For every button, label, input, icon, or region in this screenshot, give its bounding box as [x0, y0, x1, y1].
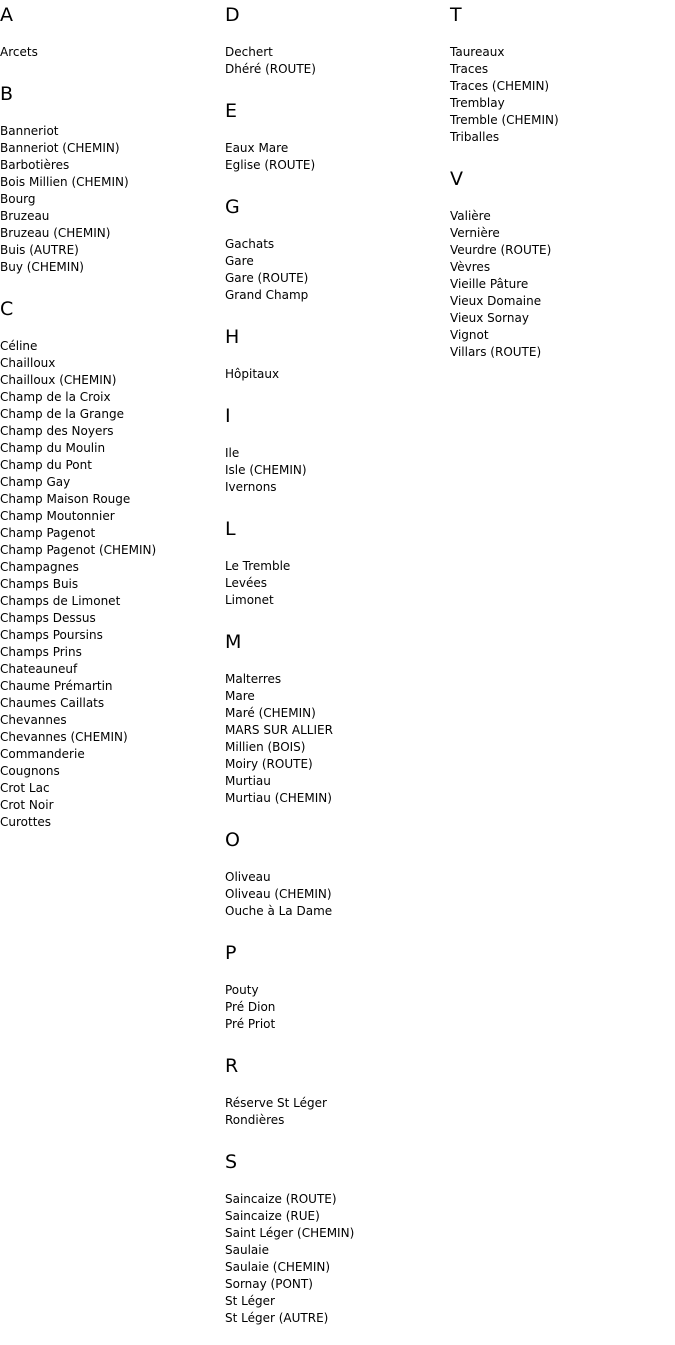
place-name-list — [450, 44, 670, 146]
place-name-link[interactable]: Buy (CHEMIN) — [0, 260, 84, 274]
letter-group-v — [450, 164, 670, 361]
place-name-list — [225, 1191, 445, 1327]
place-name-link[interactable]: Champ Maison Rouge — [0, 492, 131, 506]
place-name-link[interactable]: Cougnons — [0, 764, 60, 778]
place-name-link[interactable]: Murtiau (CHEMIN) — [225, 791, 332, 805]
place-name-link[interactable]: Tremblay — [450, 96, 505, 110]
place-name-link[interactable]: Levées — [225, 576, 267, 590]
letter-group-h — [225, 322, 445, 383]
place-name-list — [225, 869, 445, 920]
place-name-link[interactable]: Dechert — [225, 45, 273, 59]
place-name-link[interactable]: Saint Léger (CHEMIN) — [225, 1226, 355, 1240]
place-name-link[interactable]: Pré Priot — [225, 1017, 276, 1031]
letter-heading: O — [225, 829, 240, 851]
place-name-link[interactable]: Vieille Pâture — [450, 277, 529, 291]
place-name-list — [225, 1095, 445, 1129]
place-name-link[interactable]: Vignot — [450, 328, 489, 342]
place-name-link[interactable]: Banneriot — [0, 124, 59, 138]
place-name-link[interactable]: Mare — [225, 689, 255, 703]
place-name-link[interactable]: Champ du Moulin — [0, 441, 106, 455]
place-name-link[interactable]: Champs Dessus — [0, 611, 96, 625]
place-name-link[interactable]: Vernière — [450, 226, 500, 240]
place-name-link[interactable]: Taureaux — [450, 45, 505, 59]
place-name-link[interactable]: Rondières — [225, 1113, 285, 1127]
place-name-link[interactable]: Valière — [450, 209, 491, 223]
place-name-link[interactable]: Champ Pagenot — [0, 526, 96, 540]
place-name-link[interactable]: Pouty — [225, 983, 259, 997]
letter-heading: B — [0, 83, 14, 105]
letter-group-p — [225, 938, 445, 1033]
index-column-2 — [225, 0, 445, 1345]
letter-group-a — [0, 0, 220, 61]
place-name-link[interactable]: St Léger — [225, 1294, 275, 1308]
place-name-link[interactable]: Bruzeau (CHEMIN) — [0, 226, 111, 240]
place-name-link[interactable]: Saincaize (ROUTE) — [225, 1192, 337, 1206]
letter-heading: S — [225, 1151, 238, 1173]
place-name-link[interactable]: Commanderie — [0, 747, 85, 761]
letter-group-o — [225, 825, 445, 920]
place-name-link[interactable]: Chevannes (CHEMIN) — [0, 730, 128, 744]
place-name-link[interactable]: Ivernons — [225, 480, 277, 494]
place-name-link[interactable]: Vèvres — [450, 260, 491, 274]
place-name-link[interactable]: Champs Poursins — [0, 628, 103, 642]
place-name-link[interactable]: Champ Pagenot (CHEMIN) — [0, 543, 157, 557]
place-name-link[interactable]: Champagnes — [0, 560, 79, 574]
place-name-link[interactable]: MARS SUR ALLIER — [225, 723, 333, 737]
place-name-list — [225, 558, 445, 609]
letter-heading: E — [225, 100, 238, 122]
place-name-link[interactable]: Grand Champ — [225, 288, 309, 302]
place-name-link[interactable]: Malterres — [225, 672, 282, 686]
place-name-link[interactable]: Chaumes Caillats — [0, 696, 105, 710]
place-name-link[interactable]: Vieux Sornay — [450, 311, 529, 325]
place-name-link[interactable]: Gare — [225, 254, 254, 268]
place-name-link[interactable]: Pré Dion — [225, 1000, 276, 1014]
place-name-link[interactable]: Vieux Domaine — [450, 294, 542, 308]
place-name-list — [0, 44, 220, 61]
place-name-link[interactable]: Maré (CHEMIN) — [225, 706, 316, 720]
place-name-link[interactable]: Réserve St Léger — [225, 1096, 327, 1110]
place-name-link[interactable]: Chevannes — [0, 713, 67, 727]
place-name-list — [0, 123, 220, 276]
place-name-link[interactable]: Oliveau (CHEMIN) — [225, 887, 332, 901]
letter-group-c — [0, 294, 220, 831]
place-name-link[interactable]: Champ Gay — [0, 475, 71, 489]
letter-group-l — [225, 514, 445, 609]
place-name-link[interactable]: Moiry (ROUTE) — [225, 757, 313, 771]
place-name-link[interactable]: Oliveau — [225, 870, 271, 884]
place-name-link[interactable]: Bourg — [0, 192, 36, 206]
place-name-link[interactable]: Traces — [450, 62, 489, 76]
place-name-link[interactable]: Isle (CHEMIN) — [225, 463, 307, 477]
place-name-link[interactable]: Eglise (ROUTE) — [225, 158, 316, 172]
index-column-1 — [0, 0, 220, 849]
place-name-link[interactable]: Ouche à La Dame — [225, 904, 333, 918]
place-name-link[interactable]: Champ de la Grange — [0, 407, 124, 421]
place-name-link[interactable]: Villars (ROUTE) — [450, 345, 542, 359]
letter-group-d — [225, 0, 445, 78]
place-name-link[interactable]: Arcets — [0, 45, 38, 59]
letter-group-g — [225, 192, 445, 304]
place-name-list — [225, 366, 445, 383]
place-name-list — [225, 140, 445, 174]
place-name-link[interactable]: Champs de Limonet — [0, 594, 121, 608]
place-name-link[interactable]: Limonet — [225, 593, 274, 607]
place-name-link[interactable]: Champ Moutonnier — [0, 509, 115, 523]
place-name-link[interactable]: Millien (BOIS) — [225, 740, 306, 754]
letter-heading: I — [225, 405, 231, 427]
place-name-list — [225, 982, 445, 1033]
place-name-link[interactable]: Crot Lac — [0, 781, 50, 795]
place-name-link[interactable]: Gare (ROUTE) — [225, 271, 309, 285]
place-name-link[interactable]: Le Tremble — [225, 559, 291, 573]
letter-heading: L — [225, 518, 236, 540]
place-name-link[interactable]: Saulaie — [225, 1243, 269, 1257]
place-name-list — [0, 338, 220, 831]
letter-group-r — [225, 1051, 445, 1129]
index-column-3 — [450, 0, 670, 379]
letter-group-b — [0, 79, 220, 276]
place-name-list — [225, 445, 445, 496]
letter-heading: H — [225, 326, 240, 348]
place-name-link[interactable]: Triballes — [450, 130, 500, 144]
letter-heading: P — [225, 942, 237, 964]
letter-group-t — [450, 0, 670, 146]
place-name-link[interactable]: Gachats — [225, 237, 275, 251]
place-name-link[interactable]: Champ des Noyers — [0, 424, 114, 438]
letter-heading: V — [450, 168, 463, 190]
place-name-link[interactable]: St Léger (AUTRE) — [225, 1311, 329, 1325]
place-name-link[interactable]: Crot Noir — [0, 798, 54, 812]
letter-heading: D — [225, 4, 240, 26]
place-name-link[interactable]: Dhéré (ROUTE) — [225, 62, 316, 76]
letter-heading: R — [225, 1055, 239, 1077]
place-name-link[interactable]: Barbotières — [0, 158, 70, 172]
place-name-link[interactable]: Céline — [0, 339, 38, 353]
letter-group-i — [225, 401, 445, 496]
place-name-link[interactable]: Saincaize (RUE) — [225, 1209, 320, 1223]
letter-group-e — [225, 96, 445, 174]
place-name-link[interactable]: Murtiau — [225, 774, 271, 788]
place-name-link[interactable]: Traces (CHEMIN) — [450, 79, 550, 93]
place-name-link[interactable]: Buis (AUTRE) — [0, 243, 79, 257]
place-name-link[interactable]: Veurdre (ROUTE) — [450, 243, 552, 257]
letter-group-m — [225, 627, 445, 807]
letter-group-s — [225, 1147, 445, 1327]
letter-heading: C — [0, 298, 14, 320]
place-name-link[interactable]: Ile — [225, 446, 240, 460]
place-name-list — [225, 671, 445, 807]
place-name-link[interactable]: Hôpitaux — [225, 367, 280, 381]
place-name-list — [450, 208, 670, 361]
place-name-link[interactable]: Sornay (PONT) — [225, 1277, 313, 1291]
place-name-link[interactable]: Chateauneuf — [0, 662, 78, 676]
place-name-list — [225, 44, 445, 78]
place-name-link[interactable]: Bois Millien (CHEMIN) — [0, 175, 129, 189]
letter-heading: G — [225, 196, 240, 218]
letter-heading: A — [0, 4, 13, 26]
place-name-link[interactable]: Champs Buis — [0, 577, 79, 591]
place-name-link[interactable]: Chaume Prémartin — [0, 679, 113, 693]
place-name-link[interactable]: Tremble (CHEMIN) — [450, 113, 559, 127]
place-name-link[interactable]: Curottes — [0, 815, 52, 829]
place-name-link[interactable]: Eaux Mare — [225, 141, 289, 155]
place-name-link[interactable]: Bruzeau — [0, 209, 50, 223]
place-name-list — [225, 236, 445, 304]
place-name-link[interactable]: Champs Prins — [0, 645, 82, 659]
place-name-link[interactable]: Champ de la Croix — [0, 390, 111, 404]
letter-heading: M — [225, 631, 242, 653]
place-name-link[interactable]: Chailloux (CHEMIN) — [0, 373, 117, 387]
place-name-link[interactable]: Banneriot (CHEMIN) — [0, 141, 120, 155]
place-name-link[interactable]: Chailloux — [0, 356, 56, 370]
place-name-link[interactable]: Saulaie (CHEMIN) — [225, 1260, 331, 1274]
letter-heading: T — [450, 4, 462, 26]
place-name-link[interactable]: Champ du Pont — [0, 458, 92, 472]
